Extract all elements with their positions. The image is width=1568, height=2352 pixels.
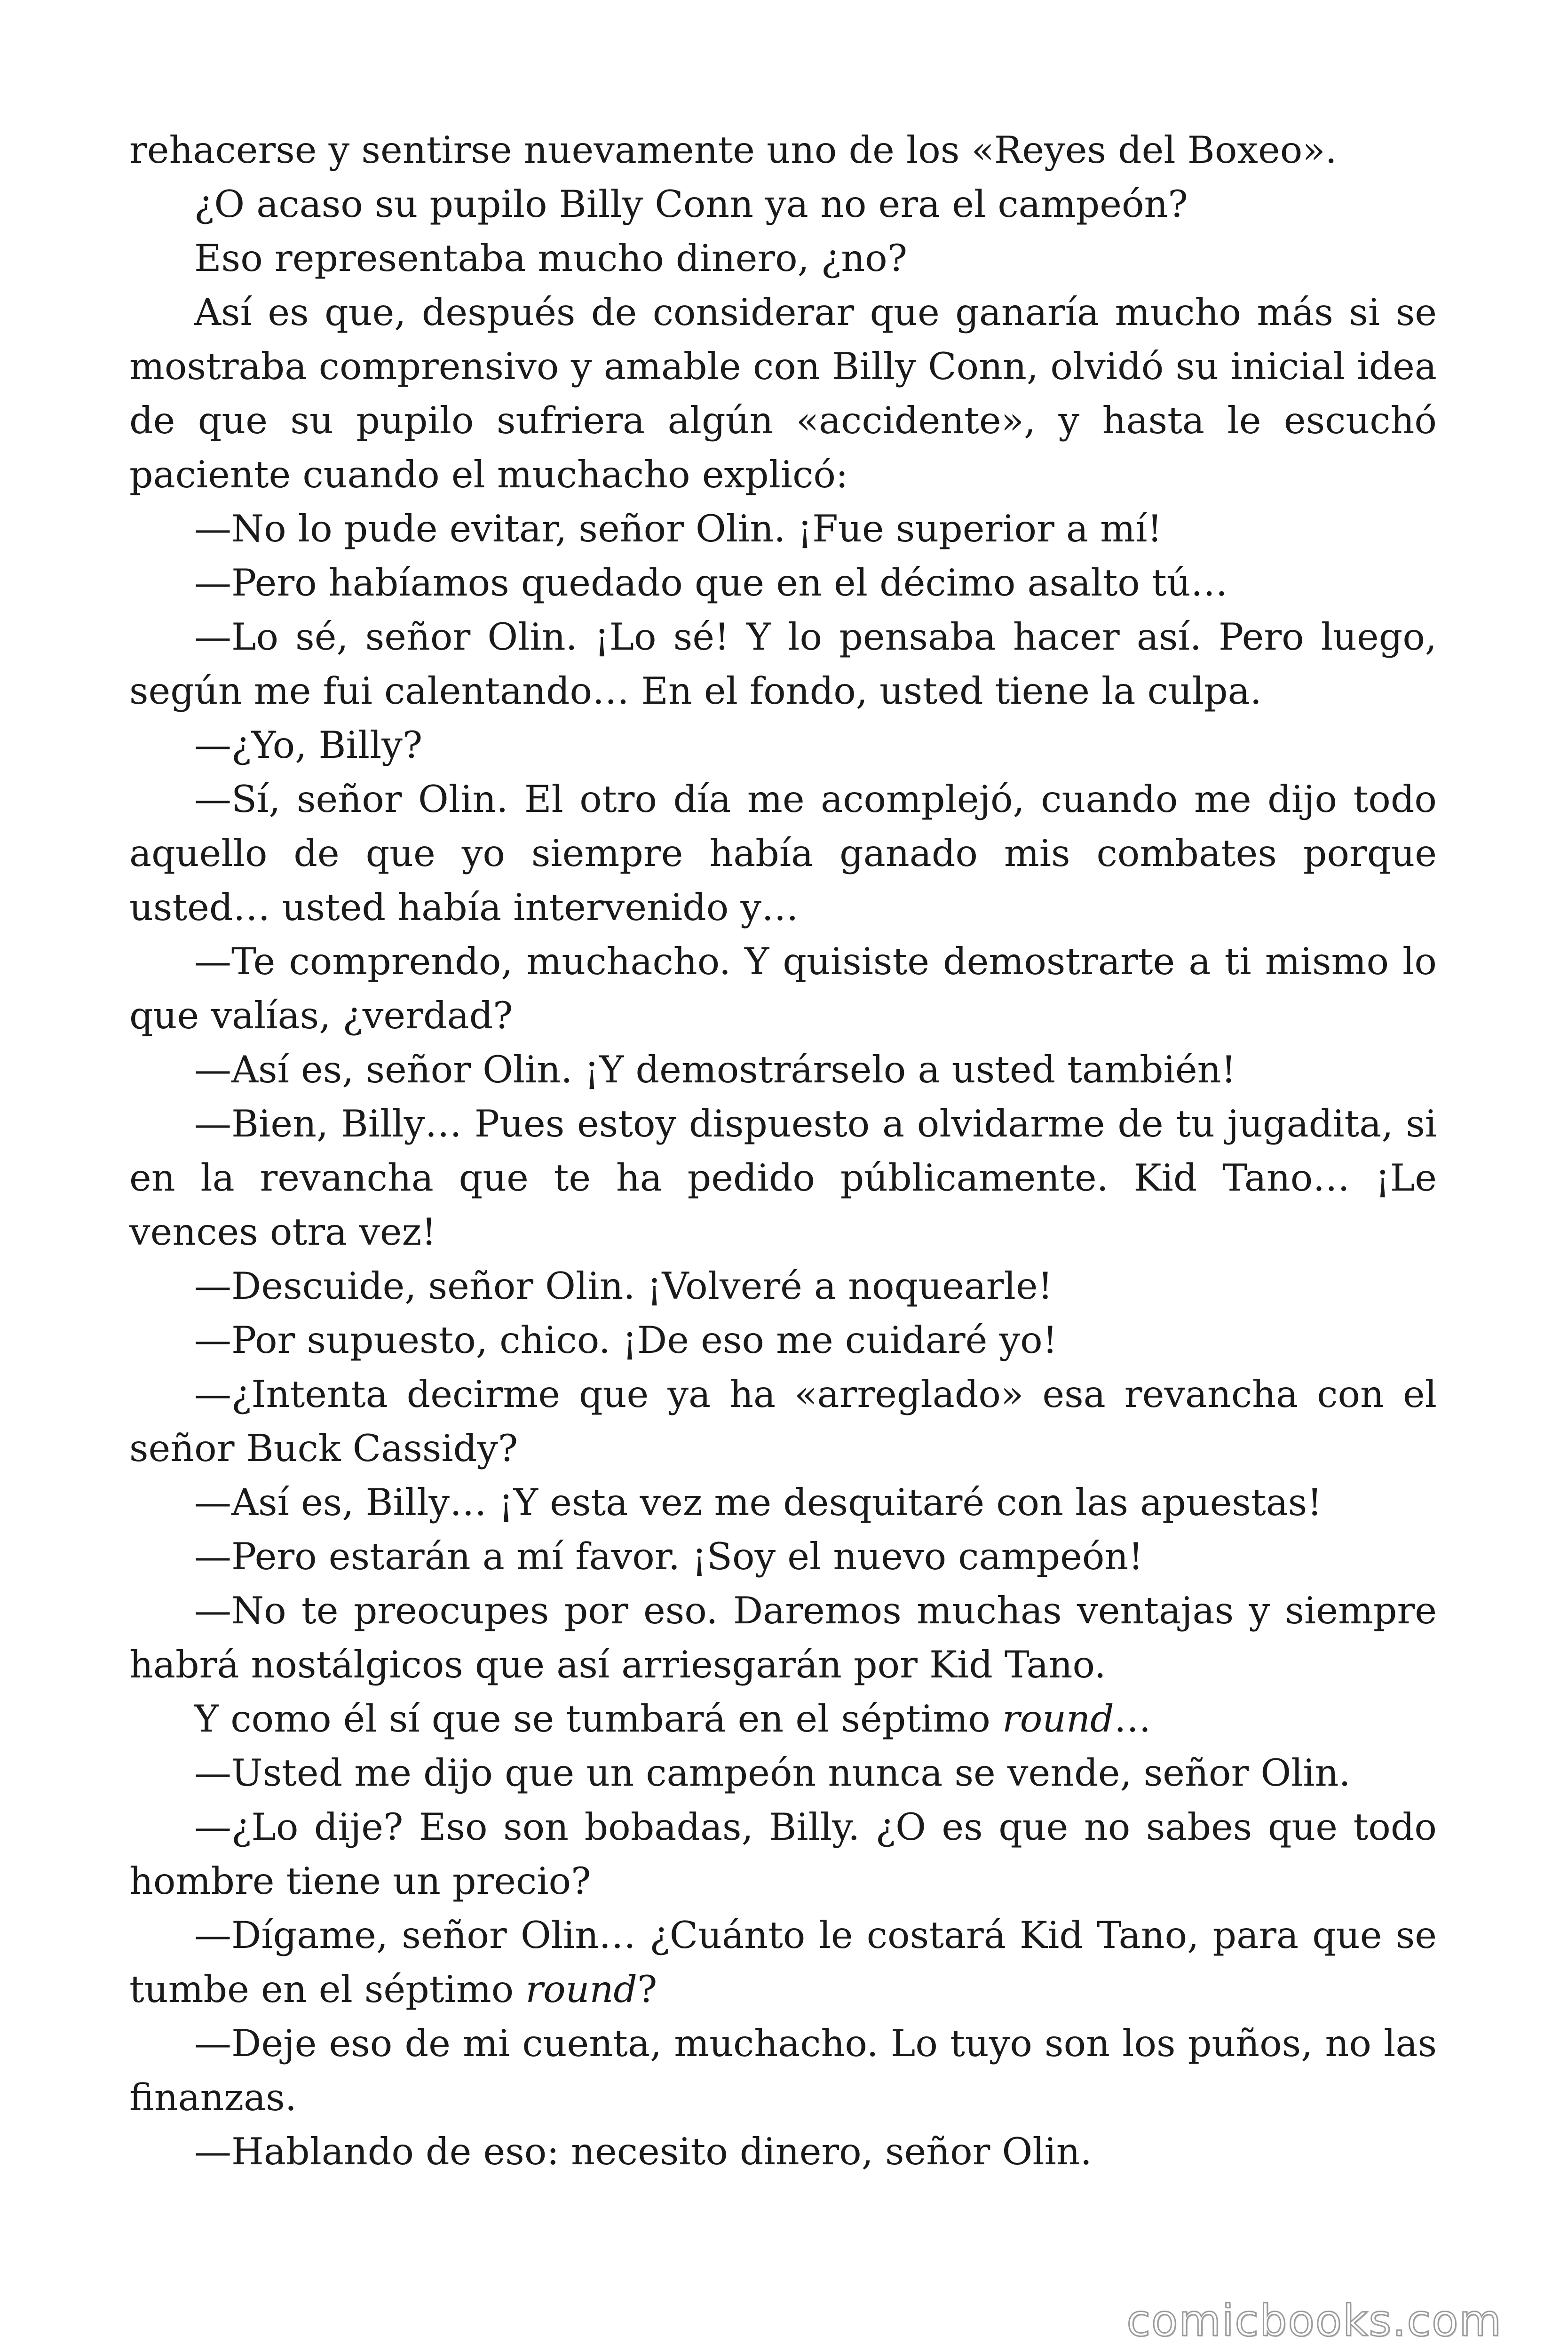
- paragraph-text: Y como él sí que se tumbará en el séptimo: [194, 1697, 1002, 1740]
- dialogue-line: —Te comprendo, muchacho. Y quisiste demostrarte a ti mismo lo que valías, ¿verdad?: [129, 940, 1437, 1037]
- dialogue-line: —Descuide, señor Olin. ¡Volveré a noquearle!: [194, 1264, 1053, 1308]
- dialogue-line: —Deje eso de mi cuenta, muchacho. Lo tuyo son los puños, no las finanzas.: [129, 2022, 1437, 2119]
- dialogue-line: —No lo pude evitar, señor Olin. ¡Fue superior a mí!: [194, 507, 1163, 550]
- dialogue-line: —Hablando de eso: necesito dinero, señor Olin.: [194, 2130, 1092, 2173]
- dialogue-line: —¿Lo dije? Eso son bobadas, Billy. ¿O es que no sabes que todo hombre tiene un precio?: [129, 1805, 1437, 1903]
- italic-word: round: [525, 1968, 637, 2011]
- paragraph-text: …: [1114, 1697, 1151, 1740]
- dialogue-line: —Pero habíamos quedado que en el décimo asalto tú…: [194, 561, 1228, 604]
- dialogue-line: [129, 1908, 1437, 2017]
- dialogue-line: —¿Yo, Billy?: [194, 723, 423, 767]
- paragraph-text: ?: [637, 1968, 657, 2011]
- paragraph: ¿O acaso su pupilo Billy Conn ya no era el campeón?: [194, 183, 1188, 226]
- watermark-logo: comicbooks.com: [1126, 2296, 1502, 2346]
- dialogue-line: —No te preocupes por eso. Daremos muchas ventajas y siempre habrá nostálgicos que así arriesgarán por Kid Tano.: [129, 1589, 1437, 1686]
- dialogue-line: —Bien, Billy… Pues estoy dispuesto a olvidarme de tu jugadita, si en la revancha que te ha pedido públicamente. Kid Tano… ¡Le vences otra vez!: [129, 1102, 1437, 1254]
- dialogue-line: —Por supuesto, chico. ¡De eso me cuidaré yo!: [194, 1319, 1058, 1362]
- paragraph: Eso representaba mucho dinero, ¿no?: [194, 237, 908, 280]
- dialogue-line: —Así es, Billy… ¡Y esta vez me desquitaré con las apuestas!: [194, 1481, 1323, 1524]
- dialogue-line: —Usted me dijo que un campeón nunca se vende, señor Olin.: [194, 1751, 1351, 1795]
- paragraph: rehacerse y sentirse nuevamente uno de los «Reyes del Boxeo».: [129, 128, 1337, 172]
- paragraph-text: —Dígame, señor Olin… ¿Cuánto le costará Kid Tano, para que se tumbe en el séptimo: [129, 1914, 1437, 2011]
- body-text: [129, 123, 1437, 2179]
- paragraph: [129, 1692, 1437, 1746]
- dialogue-line: —Lo sé, señor Olin. ¡Lo sé! Y lo pensaba hacer así. Pero luego, según me fui calentando… En el fondo, usted tiene la culpa.: [129, 615, 1437, 713]
- dialogue-line: —Pero estarán a mí favor. ¡Soy el nuevo campeón!: [194, 1535, 1144, 1578]
- italic-word: round: [1002, 1697, 1114, 1740]
- dialogue-line: —¿Intenta decirme que ya ha «arreglado» esa revancha con el señor Buck Cassidy?: [129, 1373, 1437, 1470]
- dialogue-line: —Sí, señor Olin. El otro día me acomplejó, cuando me dijo todo aquello de que yo siempre había ganado mis combates porque usted… usted había intervenido y…: [129, 778, 1437, 929]
- paragraph: Así es que, después de considerar que ganaría mucho más si se mostraba comprensivo y amable con Billy Conn, olvidó su inicial idea de que su pupilo sufriera algún «accidente», y hasta le escuchó paciente cuando el muchacho explicó:: [129, 291, 1437, 496]
- dialogue-line: —Así es, señor Olin. ¡Y demostrárselo a usted también!: [194, 1048, 1236, 1091]
